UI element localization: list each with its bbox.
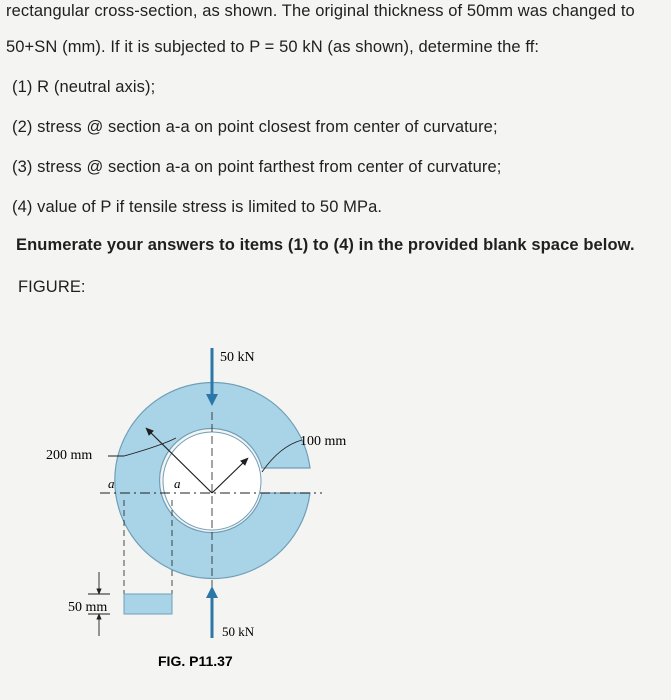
item-4: (4) value of P if tensile stress is limited to 50 MPa. bbox=[12, 198, 383, 216]
load-label-top: 50 kN bbox=[220, 350, 255, 365]
figure-caption: FIG. P11.37 bbox=[158, 653, 233, 669]
instruction: Enumerate your answers to items (1) to (4) in the provided blank space below. bbox=[16, 236, 635, 254]
load-label-bottom: 50 kN bbox=[222, 624, 255, 639]
cross-section bbox=[124, 594, 172, 614]
inner-radius-label: 100 mm bbox=[300, 434, 347, 449]
section-label-right: a bbox=[174, 476, 181, 491]
item-1: (1) R (neutral axis); bbox=[12, 78, 156, 96]
thickness-label: 50 mm bbox=[68, 600, 108, 615]
problem-line-1: rectangular cross-section, as shown. The original thickness of 50mm was changed to bbox=[6, 2, 635, 20]
load-arrowhead-bottom bbox=[206, 586, 218, 598]
section-label-left: a bbox=[108, 476, 115, 491]
item-2: (2) stress @ section a-a on point closest from center of curvature; bbox=[12, 118, 498, 136]
item-3: (3) stress @ section a-a on point farthest from center of curvature; bbox=[12, 158, 502, 176]
figure-heading: FIGURE: bbox=[18, 278, 86, 296]
outer-radius-label: 200 mm bbox=[46, 448, 93, 463]
problem-line-2: 50+SN (mm). If it is subjected to P = 50 kN (as shown), determine the ff: bbox=[6, 38, 540, 56]
